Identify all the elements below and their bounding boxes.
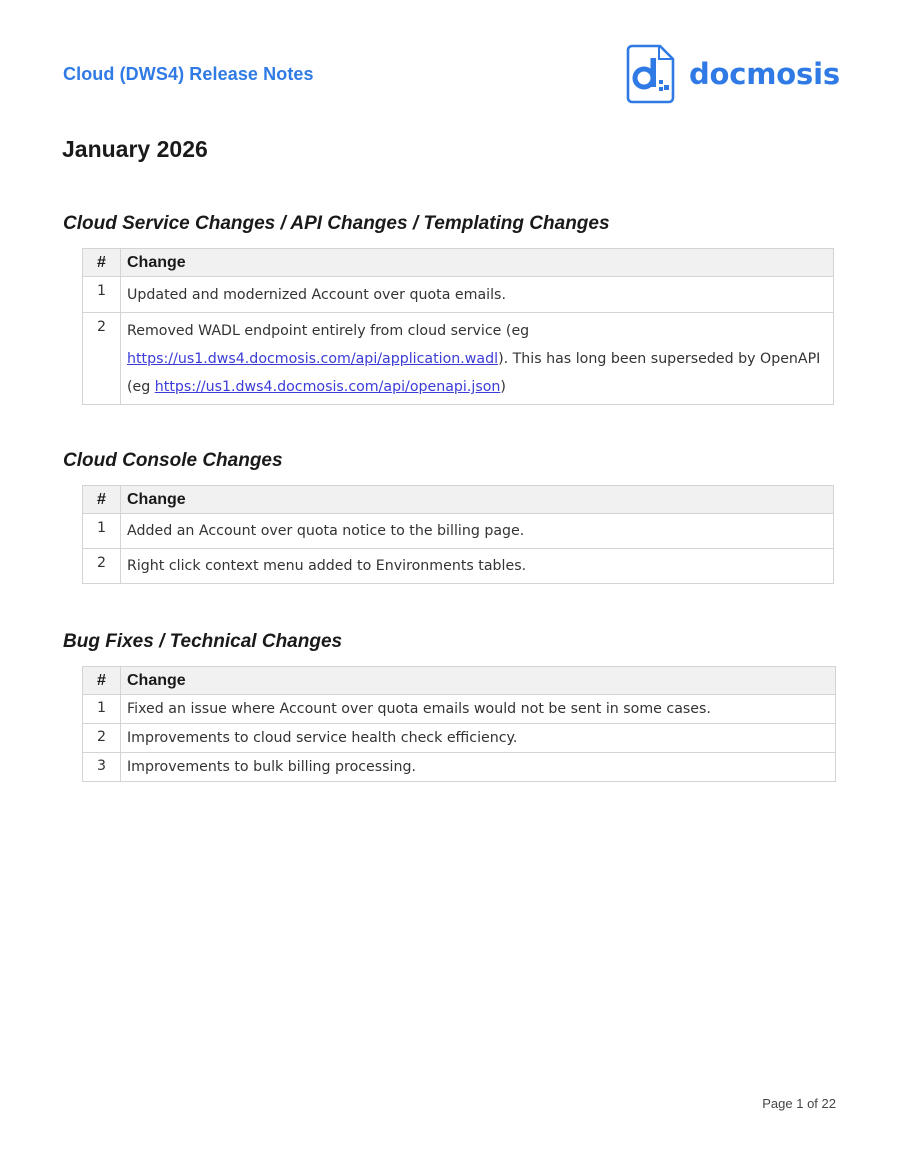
row-change-text: Updated and modernized Account over quota emails. [121,277,834,313]
column-header-number: # [83,486,121,514]
table-row [83,277,834,313]
table-row [83,695,836,724]
table-row [83,549,834,584]
row-change-text: Added an Account over quota notice to the billing page. [121,514,834,549]
column-header-number: # [83,667,121,695]
month-heading: January 2026 [62,136,208,162]
docmosis-logo-icon [626,44,676,104]
change-text-part: ). This has long been superseded by OpenAPI (eg [127,351,821,395]
table-header-row [83,486,834,514]
row-number: 2 [83,724,121,753]
section-title-cloud-service: Cloud Service Changes / API Changes / Templating Changes [63,213,610,234]
row-number: 1 [83,695,121,724]
table-row [83,724,836,753]
change-text-part: ) [500,379,506,395]
row-number: 1 [83,277,121,313]
change-text-part: Removed WADL endpoint entirely from cloud service (eg [127,323,530,339]
brand-name: docmosis [689,56,840,91]
row-change-text: Improvements to cloud service health check efficiency. [121,724,836,753]
row-number: 2 [83,549,121,584]
document-header-title: Cloud (DWS4) Release Notes [63,64,314,84]
table-header-row [83,249,834,277]
cloud-console-changes-table [82,485,834,584]
row-change-text: Fixed an issue where Account over quota emails would not be sent in some cases. [121,695,836,724]
column-header-change: Change [121,249,834,277]
row-number: 3 [83,753,121,782]
column-header-number: # [83,249,121,277]
column-header-change: Change [121,486,834,514]
section-title-bug-fixes: Bug Fixes / Technical Changes [63,631,343,652]
docmosis-logo [626,44,840,104]
table-row [83,313,834,405]
row-number: 1 [83,514,121,549]
row-number: 2 [83,313,121,405]
row-change-text [121,313,834,405]
table-row [83,753,836,782]
page-number: Page 1 of 22 [762,1096,836,1111]
wadl-link[interactable]: https://us1.dws4.docmosis.com/api/application.wadl [127,351,499,367]
cloud-service-changes-table [82,248,834,405]
table-header-row [83,667,836,695]
openapi-link[interactable]: https://us1.dws4.docmosis.com/api/openapi.json [154,379,501,395]
section-title-cloud-console: Cloud Console Changes [63,450,283,471]
row-change-text: Right click context menu added to Environments tables. [121,549,834,584]
bug-fixes-table [82,666,836,782]
column-header-change: Change [121,667,836,695]
table-row [83,514,834,549]
row-change-text: Improvements to bulk billing processing. [121,753,836,782]
